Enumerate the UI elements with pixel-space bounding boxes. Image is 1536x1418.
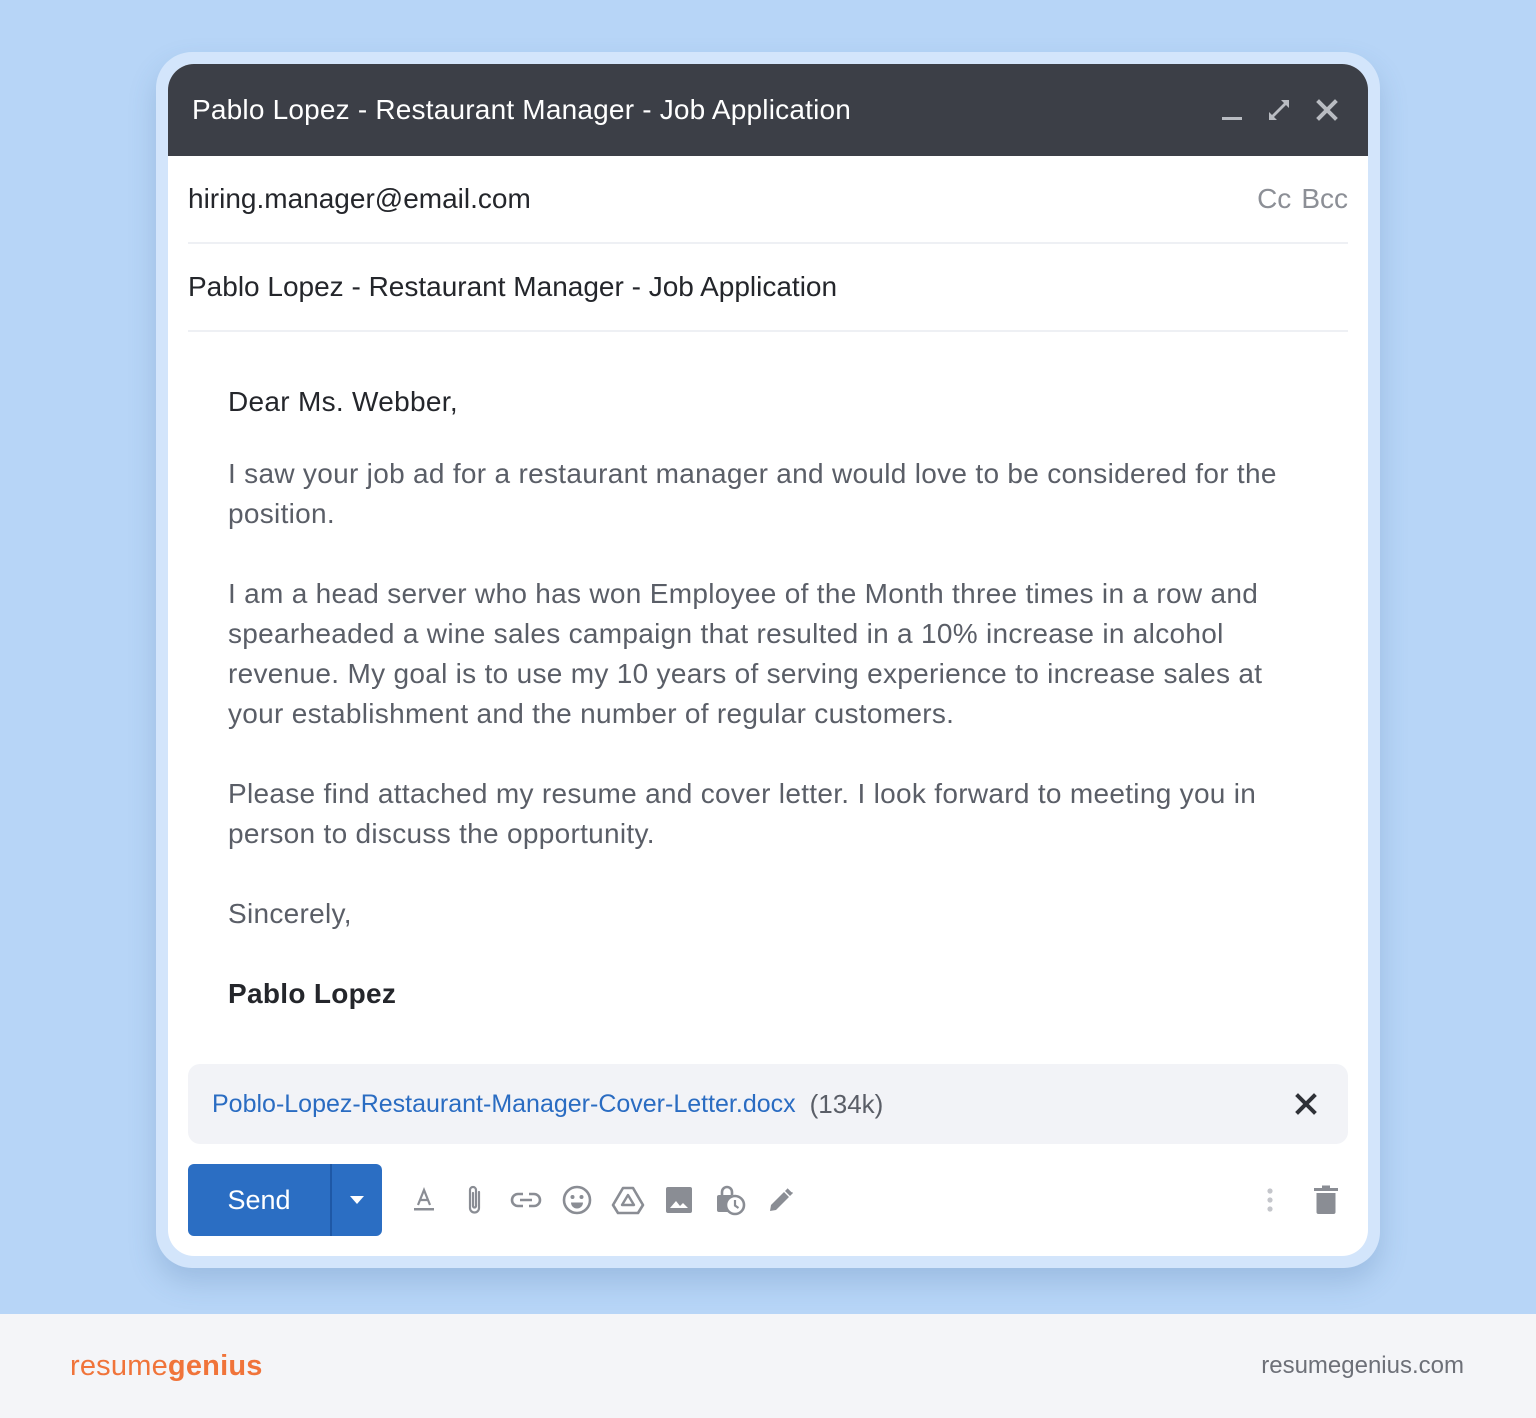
trash-icon (1313, 1185, 1339, 1215)
attach-icon (461, 1183, 489, 1217)
closing: Sincerely, (228, 898, 352, 929)
expand-icon (1267, 98, 1291, 122)
minimize-icon (1219, 98, 1243, 122)
emoji-icon (561, 1184, 593, 1216)
formatting-options-button[interactable] (406, 1182, 442, 1218)
message-body[interactable] (168, 332, 1368, 1014)
more-options-icon (1266, 1186, 1274, 1214)
logo-text-light: resume (70, 1349, 168, 1382)
link-icon (510, 1190, 542, 1210)
window-title: Pablo Lopez - Restaurant Manager - Job Application (192, 94, 852, 125)
attachment-size: (134k) (809, 1088, 884, 1119)
text-format-icon (410, 1186, 438, 1214)
title-bar (168, 64, 1368, 156)
cc-link[interactable]: Cc (1257, 183, 1292, 214)
bcc-link[interactable]: Bcc (1301, 183, 1348, 214)
close-button[interactable] (1314, 97, 1340, 123)
caret-down-icon (350, 1196, 364, 1204)
minimize-button[interactable] (1218, 97, 1244, 123)
to-field[interactable]: hiring.manager@email.com (188, 183, 531, 214)
compose-window (168, 64, 1368, 1256)
attachment-chip (188, 1064, 1348, 1144)
body-paragraph: I saw your job ad for a restaurant manager and would love to be considered for the position. (228, 458, 1277, 529)
drive-icon (611, 1185, 645, 1215)
insert-signature-button[interactable] (763, 1182, 799, 1218)
send-button-group (188, 1164, 382, 1236)
body-paragraph: Please find attached my resume and cover letter. I look forward to meeting you in person to discuss the opportunity. (228, 778, 1257, 849)
more-options-button[interactable] (1252, 1182, 1288, 1218)
subject-field[interactable]: Pablo Lopez - Restaurant Manager - Job Application (188, 271, 838, 302)
expand-button[interactable] (1266, 97, 1292, 123)
window-controls (1218, 97, 1340, 123)
body-paragraph: I am a head server who has won Employee of the Month three times in a row and spearheaded a wine sales campaign that resulted in a 10% increase in alcohol revenue. My goal is to use my 10 years of serving experience to increase sales at your establishment and the number of regular customers. (228, 578, 1263, 729)
discard-draft-button[interactable] (1308, 1182, 1344, 1218)
site-url: resumegenius.com (1261, 1352, 1464, 1379)
resumegenius-logo (70, 1350, 1261, 1383)
insert-from-drive-button[interactable] (610, 1182, 646, 1218)
attachment-filename[interactable]: Poblo-Lopez-Restaurant-Manager-Cover-Letter.docx (212, 1089, 796, 1118)
confidential-mode-button[interactable] (712, 1182, 748, 1218)
to-field-row (188, 156, 1348, 244)
send-button[interactable]: Send (188, 1164, 332, 1236)
window-frame (156, 52, 1380, 1268)
insert-photo-button[interactable] (661, 1182, 697, 1218)
toolbar-right (1252, 1182, 1344, 1218)
formatting-tools (406, 1182, 799, 1218)
insert-emoji-button[interactable] (559, 1182, 595, 1218)
cc-bcc-links (1257, 183, 1348, 215)
close-icon (1294, 1092, 1318, 1116)
signature: Pablo Lopez (228, 978, 397, 1009)
header-fields (168, 156, 1368, 332)
subject-field-row (188, 244, 1348, 332)
remove-attachment-button[interactable] (1292, 1090, 1320, 1118)
footer (0, 1314, 1536, 1418)
compose-toolbar (188, 1164, 1348, 1236)
send-options-button[interactable] (332, 1164, 382, 1236)
insert-link-button[interactable] (508, 1182, 544, 1218)
confidential-mode-icon (714, 1184, 746, 1216)
signature-icon (766, 1185, 796, 1215)
attach-files-button[interactable] (457, 1182, 493, 1218)
close-icon (1315, 98, 1339, 122)
image-icon (665, 1186, 693, 1214)
logo-text-bold: genius (167, 1349, 263, 1382)
greeting: Dear Ms. Webber, (228, 386, 458, 417)
